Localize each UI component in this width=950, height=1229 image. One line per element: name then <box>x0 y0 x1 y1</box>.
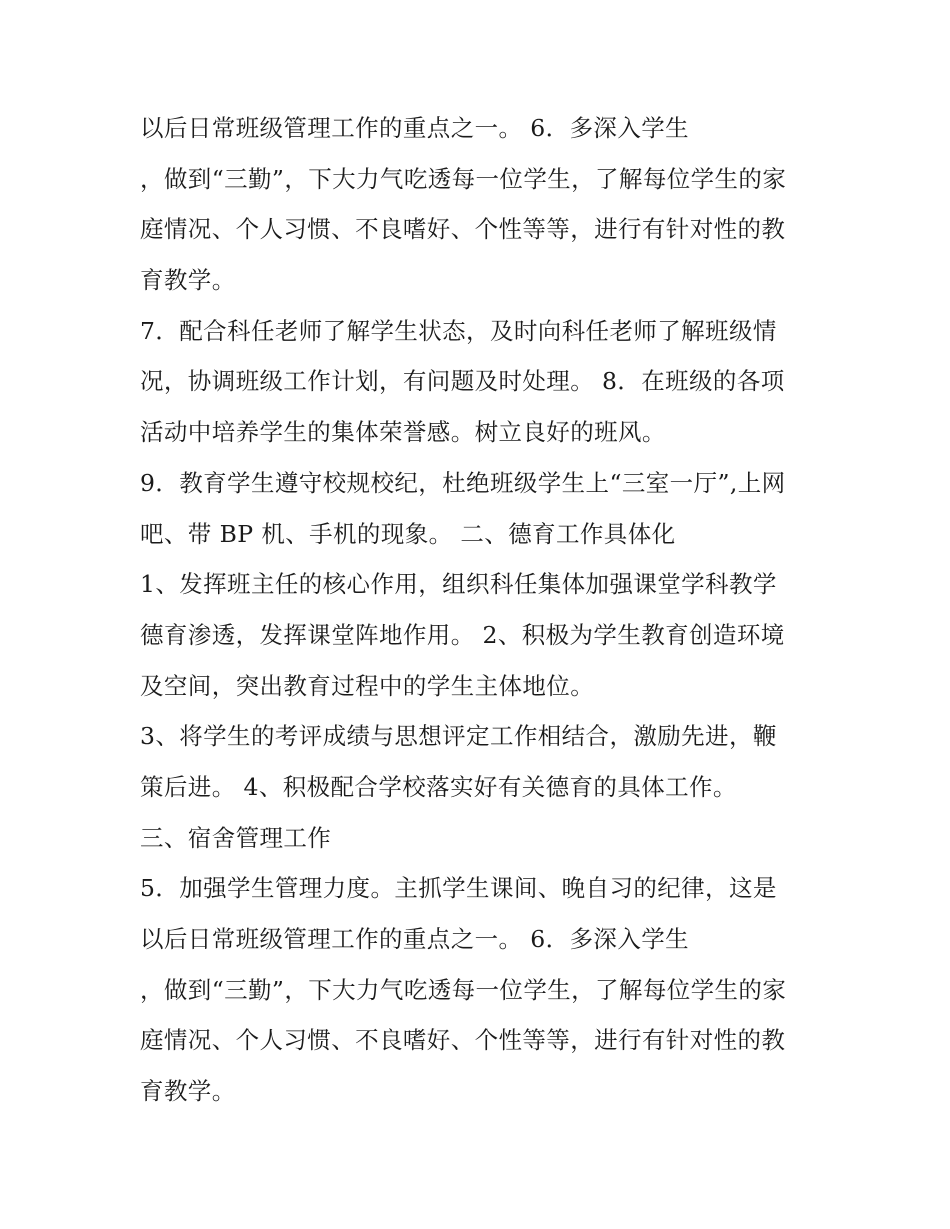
text-line: 庭情况、个人习惯、不良嗜好、个性等等，进行有针对性的教 <box>140 1026 786 1055</box>
text-line: 活动中培养学生的集体荣誉感。树立良好的班风。 <box>140 418 666 447</box>
document-body <box>140 103 830 1117</box>
text-line: 5．加强学生管理力度。主抓学生课间、晚自习的纪律，这是 <box>140 874 777 903</box>
text-line: 以后日常班级管理工作的重点之一。 6．多深入学生 <box>140 114 690 142</box>
text-line: 1、发挥班主任的核心作用，组织科任集体加强课堂学科教学 <box>140 570 777 599</box>
text-line: 7．配合科任老师了解学生状态，及时向科任老师了解班级情 <box>140 316 777 345</box>
text-line: 3、将学生的考评成绩与思想评定工作相结合，激励先进，鞭 <box>140 722 777 751</box>
text-line: 及空间，突出教育过程中的学生主体地位。 <box>140 671 595 700</box>
text-line: 况，协调班级工作计划，有问题及时处理。 8．在班级的各项 <box>140 367 785 396</box>
text-line: 德育渗透，发挥课堂阵地作用。 2、积极为学生教育创造环境 <box>140 620 785 649</box>
text-line: 策后进。 4、积极配合学校落实好有关德育的具体工作。 <box>140 772 737 801</box>
text-line: ，做到“三勤”，下大力气吃透每一位学生，了解每位学生的家 <box>140 975 787 1004</box>
text-line: ，做到“三勤”，下大力气吃透每一位学生，了解每位学生的家 <box>140 164 787 193</box>
text-line: 吧、带 BP 机、手机的现象。 二、德育工作具体化 <box>140 519 676 548</box>
section-heading: 三、宿舍管理工作 <box>140 823 332 852</box>
text-line: 以后日常班级管理工作的重点之一。 6．多深入学生 <box>140 925 690 953</box>
text-line: 9．教育学生遵守校规校纪，杜绝班级学生上“三室一厅”,上网 <box>140 468 786 497</box>
text-line: 庭情况、个人习惯、不良嗜好、个性等等，进行有针对性的教 <box>140 215 786 244</box>
text-line: 育教学。 <box>140 1077 236 1106</box>
text-line: 育教学。 <box>140 266 236 295</box>
